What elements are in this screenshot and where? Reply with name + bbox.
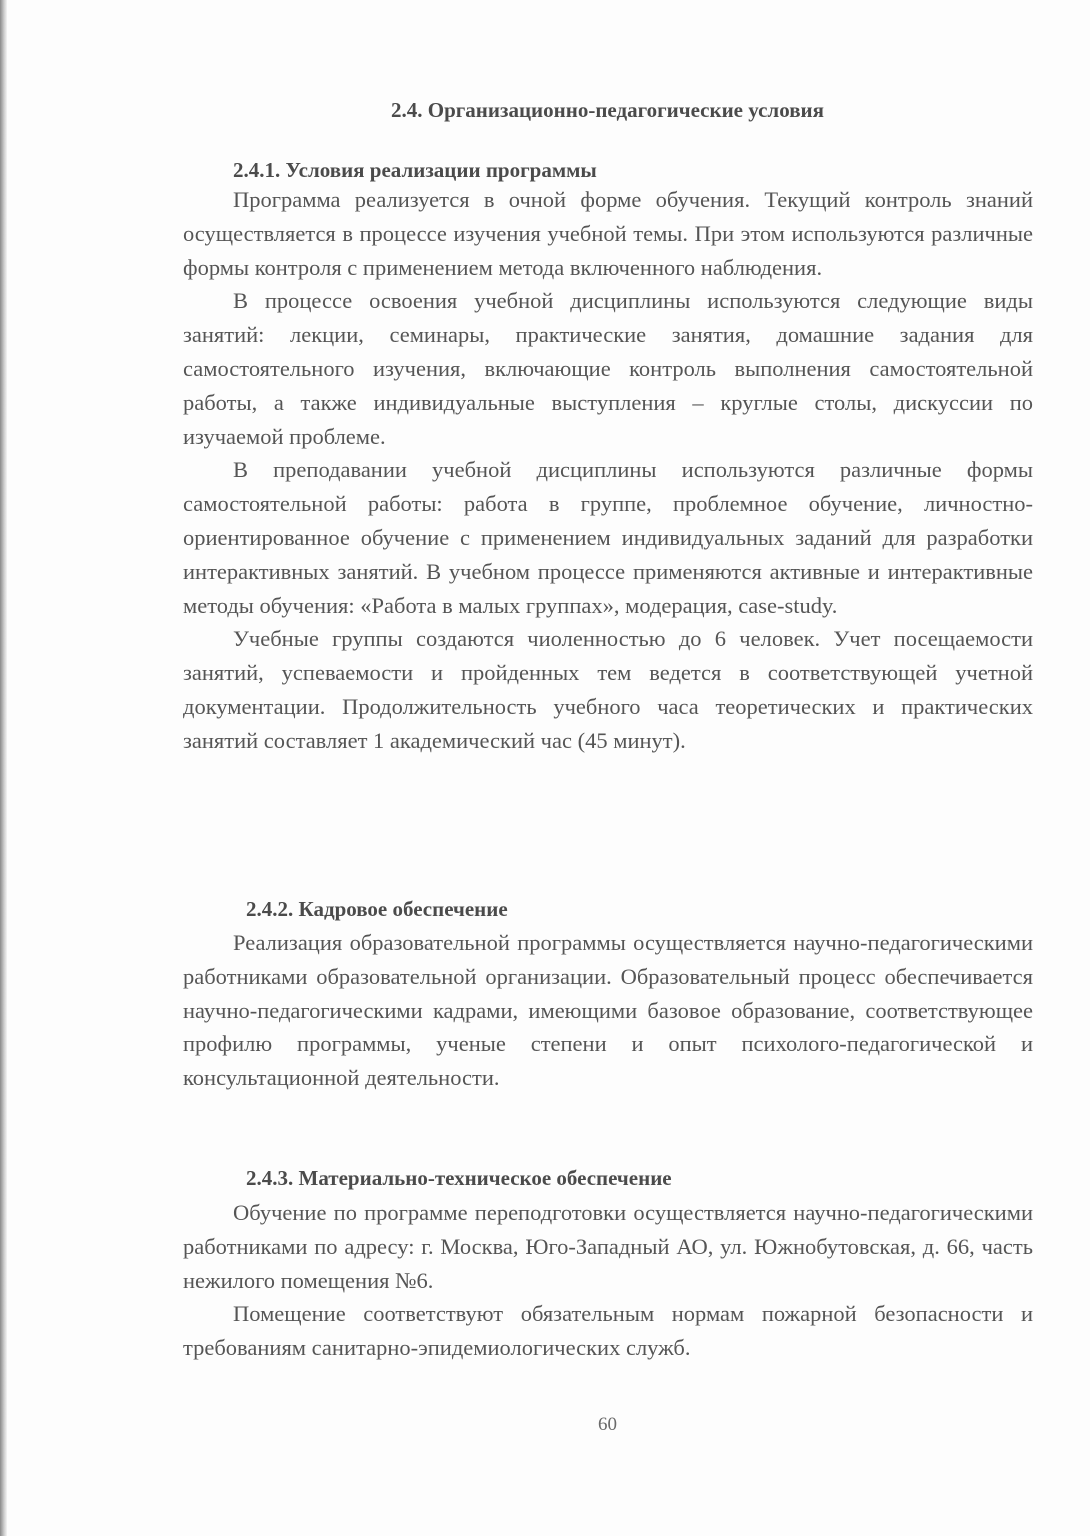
paragraph: В процессе освоения учебной дисциплины используются следующие виды занятий: лекции, семинары, практические занятия, домашние задания для самостоятельного изучения, включающие контроль выполнения самостоятельной работы, а также индивидуальные выступления – круглые столы, дискуссии по изучаемой проблеме. bbox=[183, 288, 1033, 449]
paragraph: Помещение соответствуют обязательным нормам пожарной безопасности и требованиям санитарно-эпидемиологических служб. bbox=[183, 1301, 1033, 1361]
page-number: 60 bbox=[598, 1414, 617, 1435]
subsection-heading-facilities: 2.4.3. Материально-техническое обеспечение bbox=[246, 1166, 672, 1190]
paragraph: Реализация образовательной программы осуществляется научно-педагогическими работниками образовательной организации. Образовательный процесс обеспечивается научно-педагогическими кадрами, имеющими базовое образование, соответствующее профилю программы, ученые степени и опыт психолого-педагогической и консультационной деятельности. bbox=[183, 930, 1033, 1091]
subsection-body-facilities bbox=[183, 1196, 1033, 1365]
subsection-body-conditions bbox=[183, 183, 1033, 758]
paragraph: Обучение по программе переподготовки осуществляется научно-педагогическими работниками по адресу: г. Москва, Юго-Западный АО, ул. Южнобутовская, д. 66, часть нежилого помещения №6. bbox=[183, 1200, 1033, 1293]
scan-edge bbox=[0, 0, 7, 1536]
subsection-heading-staffing: 2.4.2. Кадровое обеспечение bbox=[246, 897, 508, 921]
paragraph: Программа реализуется в очной форме обучения. Текущий контроль знаний осуществляется в процессе изучения учебной темы. При этом используются различные формы контроля с применением метода включенного наблюдения. bbox=[183, 187, 1033, 280]
paragraph: Учебные группы создаются чиоленностью до 6 человек. Учет посещаемости занятий, успеваемости и пройденных тем ведется в соответствующей учетной документации. Продолжительность учебного часа теоретических и практических занятий составляет 1 академический час (45 минут). bbox=[183, 626, 1033, 753]
subsection-heading-conditions: 2.4.1. Условия реализации программы bbox=[233, 158, 597, 182]
section-title: 2.4. Организационно-педагогические условия bbox=[391, 98, 824, 122]
subsection-body-staffing bbox=[183, 926, 1033, 1095]
paragraph: В преподавании учебной дисциплины используются различные формы самостоятельной работы: работа в группе, проблемное обучение, личностно-ориентированное обучение с применением индивидуальных заданий для разработки интерактивных занятий. В учебном процессе применяются активные и интерактивные методы обучения: «Работа в малых группах», модерация, case-study. bbox=[183, 457, 1033, 618]
